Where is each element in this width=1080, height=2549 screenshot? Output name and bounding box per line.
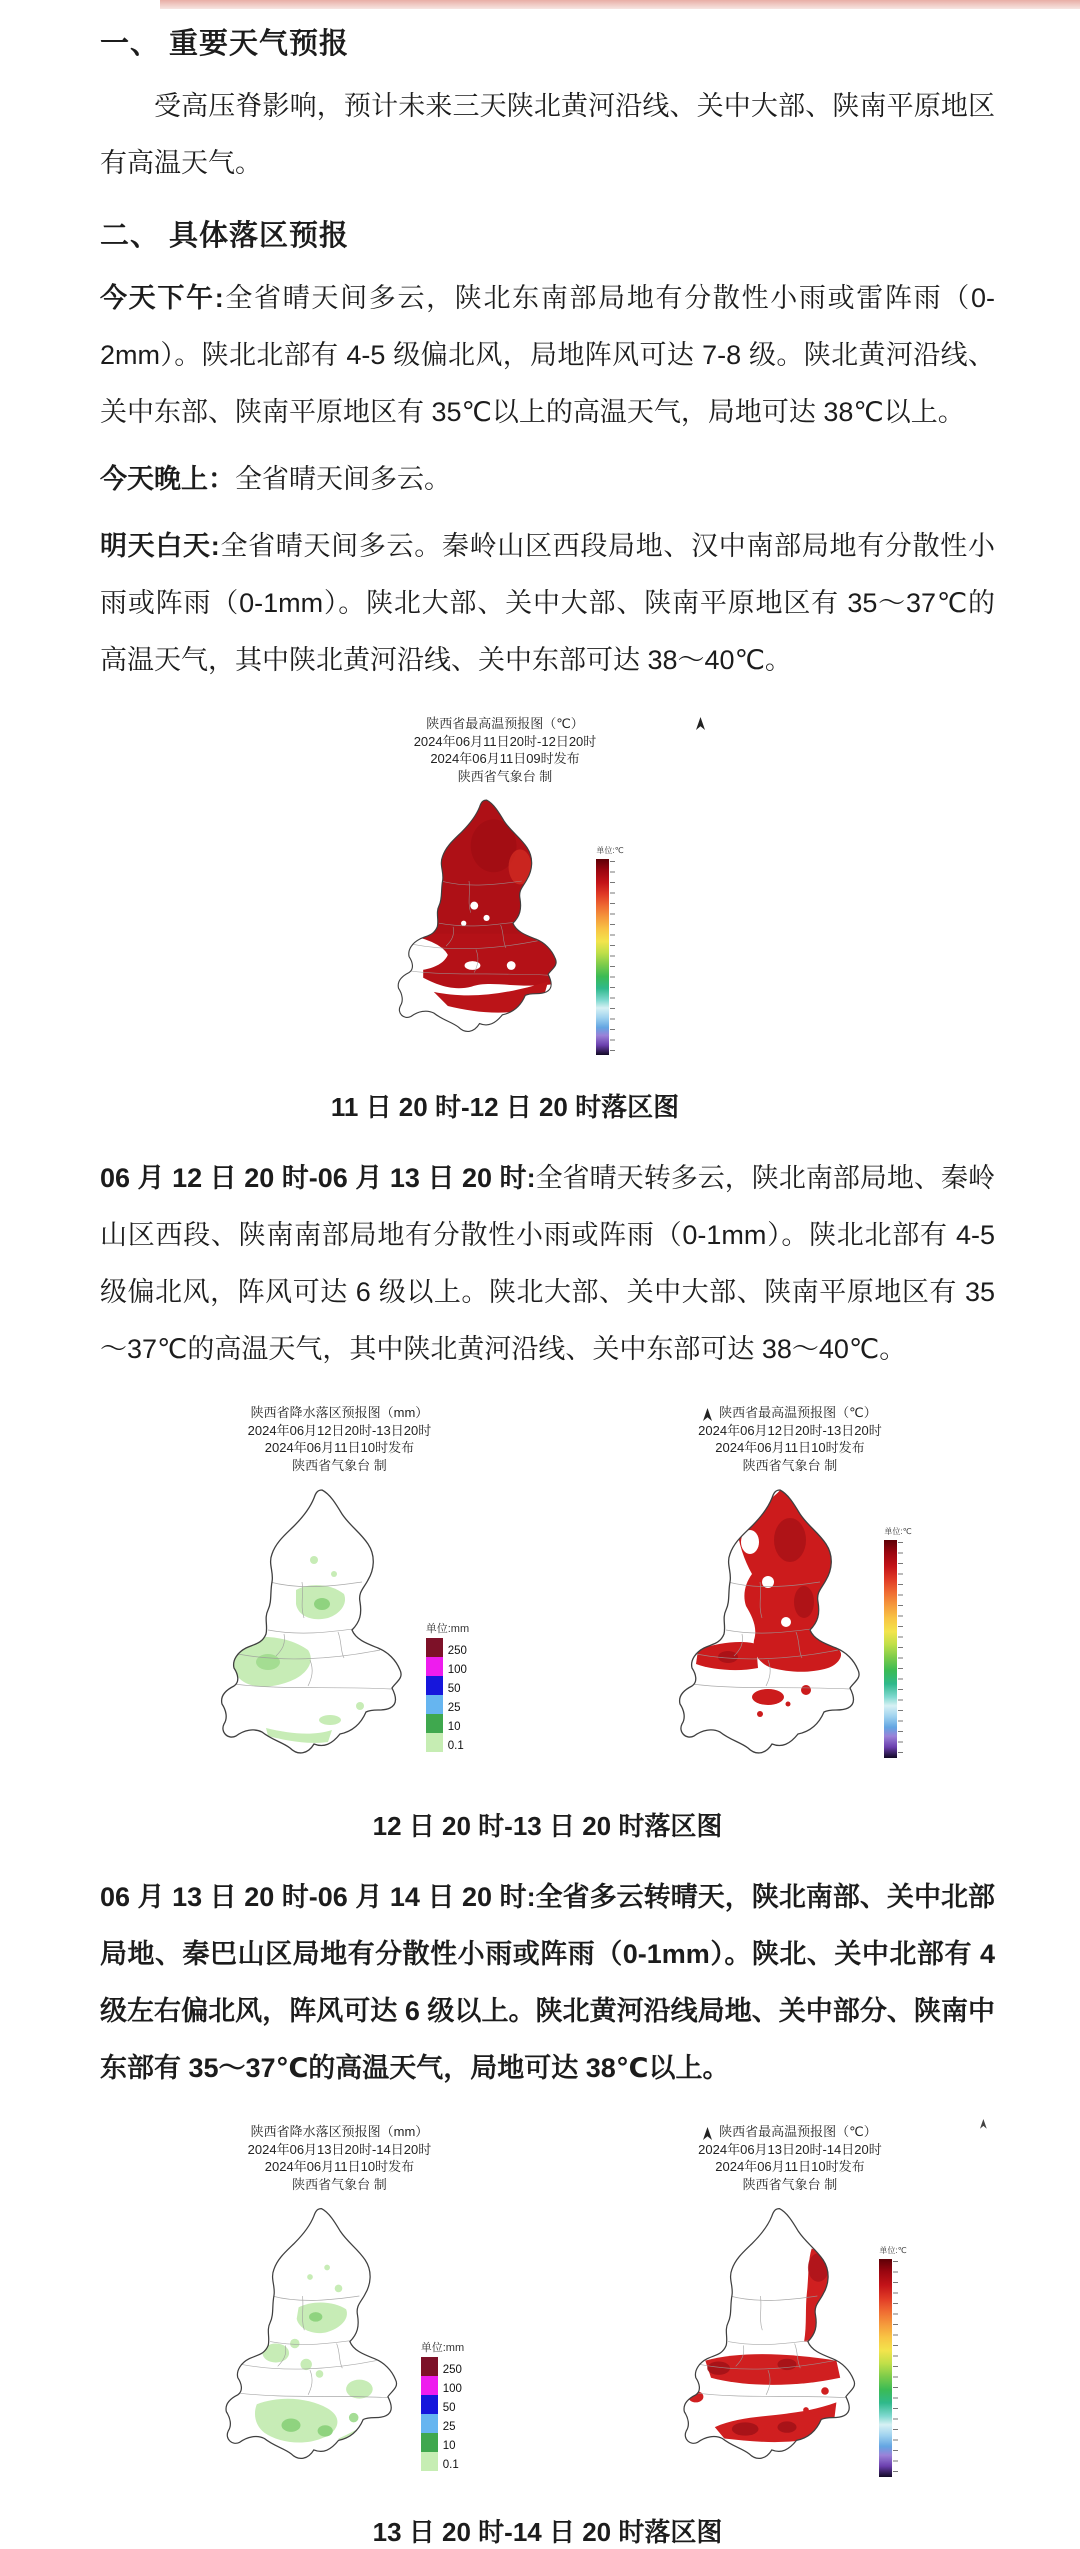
legend-value: 50	[442, 2402, 456, 2414]
paragraph-label: 今天下午:	[100, 283, 224, 313]
legend-unit-label: 单位:mm	[420, 2342, 465, 2354]
map-title-line	[585, 2123, 995, 2141]
map-row	[585, 2201, 995, 2486]
legend-value: 25	[442, 2421, 456, 2433]
figure-2-precip-panel	[110, 1404, 569, 1782]
legend-row	[421, 2452, 464, 2471]
map-title-line: 2024年06月11日10时发布	[264, 1440, 415, 1455]
map-title-block	[585, 1404, 995, 1474]
paragraph-today-afternoon	[100, 270, 995, 441]
map-title-line: 陕西省气象台 制	[457, 768, 553, 784]
legend-swatch	[426, 1695, 443, 1714]
legend-value: 0.1	[447, 1740, 464, 1752]
precip-legend	[421, 2339, 464, 2471]
map-title-block	[185, 715, 825, 785]
map-title-line: 陕西省气象台 制	[292, 2176, 387, 2192]
legend-row	[426, 1695, 469, 1714]
figure-3-temp-panel	[585, 2123, 995, 2486]
map-title-line: 2024年06月12日20时-13日20时	[247, 1422, 432, 1438]
legend-swatch	[421, 2395, 438, 2414]
legend-row	[426, 1714, 469, 1733]
top-banner-strip	[160, 0, 1080, 9]
paragraph-label: 今天晚上：	[100, 464, 235, 494]
map-title-block	[110, 2123, 569, 2193]
figure-2-temp-panel	[585, 1404, 995, 1782]
legend-swatch	[421, 2357, 438, 2376]
figure-1-temp-map-11-12	[185, 715, 825, 1124]
map-row	[110, 2201, 569, 2486]
temp-colorbar	[884, 1540, 897, 1758]
legend-value: 100	[447, 1664, 467, 1676]
legend-value: 10	[447, 1721, 461, 1733]
legend-value: 250	[447, 1645, 467, 1657]
map-title-line: 2024年06月13日20时-14日20时	[247, 2141, 432, 2157]
map-title-line: 2024年06月11日10时发布	[715, 1440, 865, 1455]
legend-swatch	[421, 2433, 438, 2452]
map-title-line: 2024年06月11日10时发布	[264, 2159, 415, 2174]
legend-swatch	[421, 2452, 438, 2471]
legend-unit-label: 单位:mm	[425, 1623, 470, 1635]
shaanxi-max-temp-map-11-12	[386, 793, 566, 1057]
figure-2-group	[100, 1404, 995, 1843]
legend-swatch	[421, 2376, 438, 2395]
paragraph-label: 06 月 12 日 20 时-06 月 13 日 20 时:	[100, 1163, 536, 1193]
section-heading-1: 一、 重要天气预报	[100, 28, 350, 60]
legend-row	[426, 1657, 469, 1676]
legend-row	[421, 2376, 464, 2395]
map-title-text: 陕西省最高温预报图（℃）	[719, 1405, 877, 1420]
map-title-line: 陕西省降水落区预报图（mm）	[250, 2124, 429, 2139]
paragraph-text: 全省晴天间多云。秦岭山区西段局地、汉中南部局地有分散性小雨或阵雨（0-1mm）。陕北大部、关中大部、陕南平原地区有 35～37℃的高温天气，其中陕北黄河沿线、关中东部可达 38～40℃。	[100, 531, 995, 675]
map-title-line: 陕西省最高温预报图（℃）	[426, 716, 584, 731]
shaanxi-precip-map-12-13	[210, 1482, 410, 1782]
legend-row	[421, 2414, 464, 2433]
legend-swatch	[426, 1714, 443, 1733]
legend-row	[421, 2395, 464, 2414]
temp-colorbar	[879, 2259, 892, 2477]
map-title-line: 陕西省气象台 制	[742, 1457, 838, 1473]
figure-3-group	[100, 2123, 995, 2549]
legend-unit-label: 单位:℃	[884, 1527, 912, 1536]
map-title-text: 陕西省最高温预报图（℃）	[719, 2124, 877, 2139]
temp-colorbar-legend	[596, 845, 623, 1055]
paragraph-text: 全省晴天转多云，陕北南部局地、秦岭山区西段、陕南南部局地有分散性小雨或阵雨（0-1mm）。陕北北部有 4-5 级偏北风，阵风可达 6 级以上。陕北大部、关中大部、陕南平原地区有 35～37℃的高温天气，其中陕北黄河沿线、关中东部可达 38～40℃。	[100, 1163, 995, 1364]
legend-row	[421, 2357, 464, 2376]
legend-value: 10	[442, 2440, 456, 2452]
legend-row	[426, 1638, 469, 1657]
map-title-line: 陕西省降水落区预报图（mm）	[250, 1405, 429, 1420]
paragraph-text: 全省晴天间多云，陕北东南部局地有分散性小雨或雷阵雨（0-2mm）。陕北北部有 4-5 级偏北风，局地阵风可达 7-8 级。陕北黄河沿线、关中东部、陕南平原地区有 35℃以上的高温天气，局地可达 38℃以上。	[100, 283, 995, 427]
temp-colorbar	[596, 859, 609, 1055]
paragraph-label: 06 月 13 日 20 时-06 月 14 日 20 时:	[100, 1882, 536, 1912]
north-arrow-icon	[703, 2127, 712, 2139]
map-title-line: 陕西省气象台 制	[292, 1457, 387, 1473]
legend-value: 100	[442, 2383, 462, 2395]
paragraph-label: 明天白天:	[100, 531, 220, 561]
legend-unit-label: 单位:℃	[596, 846, 624, 855]
figure-3-caption: 13 日 20 时-14 日 20 时落区图	[372, 2517, 723, 2547]
paragraph-period-13-14	[100, 1869, 995, 2097]
map-title-line: 陕西省气象台 制	[742, 2176, 838, 2192]
shaanxi-precip-map-13-14	[215, 2201, 405, 2486]
paragraph-period-12-13	[100, 1150, 995, 1378]
map-title-line: 2024年06月11日20时-12日20时	[413, 733, 597, 749]
shaanxi-max-temp-map-12-13	[668, 1482, 868, 1782]
map-row	[585, 1482, 995, 1782]
legend-row	[421, 2433, 464, 2452]
figure-3-precip-panel	[110, 2123, 569, 2486]
precip-legend	[426, 1620, 469, 1752]
legend-row	[426, 1733, 469, 1752]
map-title-block	[585, 2123, 995, 2193]
legend-swatch	[426, 1676, 443, 1695]
temp-colorbar-legend	[879, 2245, 906, 2477]
legend-swatch	[426, 1657, 443, 1676]
map-title-block	[110, 1404, 569, 1474]
legend-swatch	[426, 1638, 443, 1657]
legend-value: 25	[447, 1702, 461, 1714]
map-title-line: 2024年06月13日20时-14日20时	[698, 2141, 882, 2157]
legend-swatch	[426, 1733, 443, 1752]
shaanxi-max-temp-map-13-14	[673, 2201, 863, 2486]
paragraph-text: 全省晴天间多云。	[235, 464, 451, 494]
map-title-line: 2024年06月12日20时-13日20时	[698, 1422, 882, 1438]
section-heading-2: 二、 具体落区预报	[100, 220, 350, 252]
north-arrow-icon	[703, 1408, 712, 1420]
figure-2-caption: 12 日 20 时-13 日 20 时落区图	[372, 1811, 723, 1841]
paragraph-tonight	[100, 451, 995, 508]
paragraph-intro: 受高压脊影响，预计未来三天陕北黄河沿线、关中大部、陕南平原地区有高温天气。	[100, 91, 995, 178]
map-title-line: 2024年06月11日10时发布	[715, 2159, 865, 2174]
map-title-line: 2024年06月11日09时发布	[430, 751, 580, 766]
map-row	[185, 793, 825, 1057]
legend-value: 50	[447, 1683, 461, 1695]
map-row	[110, 1482, 569, 1782]
paragraph-text: 全省多云转晴天，陕北南部、关中北部局地、秦巴山区局地有分散性小雨或阵雨（0-1mm）。陕北、关中北部有 4 级左右偏北风，阵风可达 6 级以上。陕北黄河沿线局地、关中部分、陕南中东部有 35～37℃的高温天气，局地可达 38℃以上。	[100, 1882, 995, 2083]
figure-1-caption: 11 日 20 时-12 日 20 时落区图	[330, 1092, 680, 1122]
legend-unit-label: 单位:℃	[879, 2246, 907, 2255]
map-title-line	[585, 1404, 995, 1422]
legend-value: 0.1	[442, 2459, 459, 2471]
legend-swatch	[421, 2414, 438, 2433]
paragraph-tomorrow	[100, 518, 995, 689]
legend-value: 250	[442, 2364, 462, 2376]
temp-colorbar-legend	[884, 1526, 911, 1758]
north-arrow-icon	[696, 717, 705, 730]
legend-row	[426, 1676, 469, 1695]
